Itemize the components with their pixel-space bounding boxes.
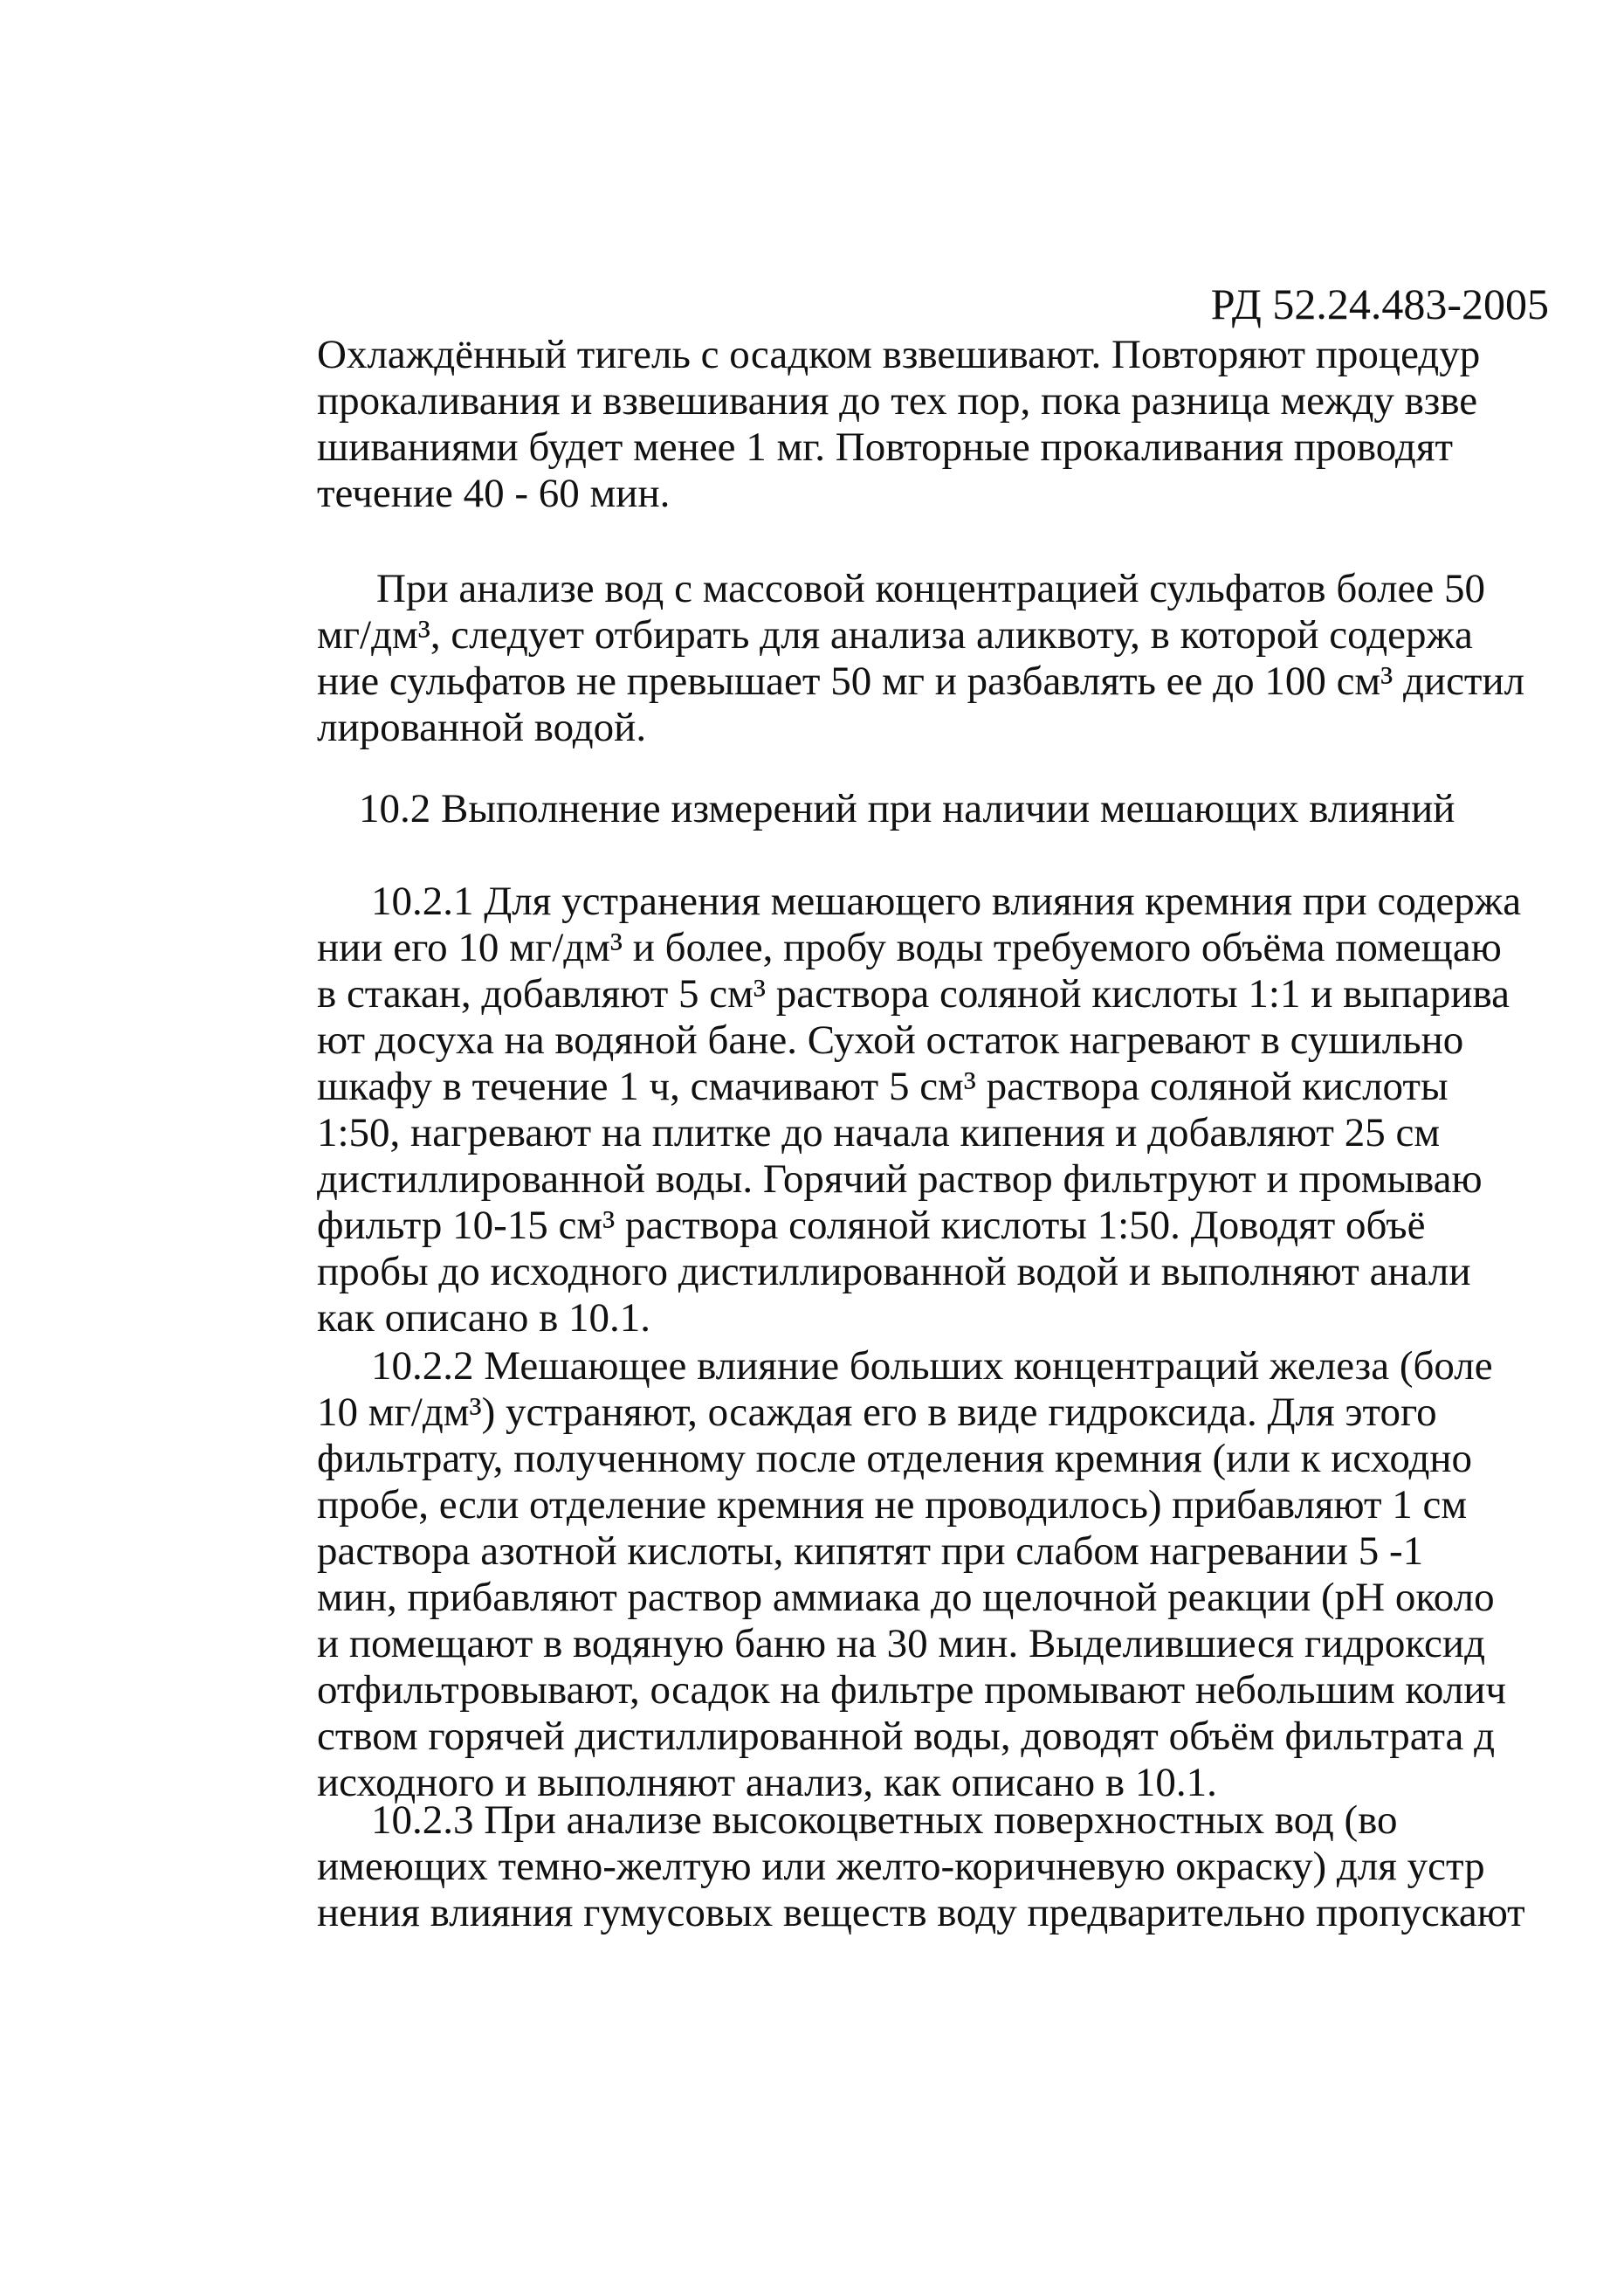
text-line: имеющих темно-желтую или желто-коричневую окраску) для устр [317,1844,1485,1889]
text-line: ют досуха на водяной бане. Сухой остаток нагревают в сушильно [317,1017,1464,1063]
text-line: мг/дм³, следует отбирать для анализа аликвоту, в которой содержа [317,612,1473,658]
text-line: шиваниями будет менее 1 мг. Повторные прокаливания проводят [317,424,1453,470]
text-line: отфильтровывают, осадок на фильтре промывают небольшим колич [317,1667,1506,1713]
paragraph-high-sulfate [317,566,1531,751]
text-line: пробы до исходного дистиллированной водой и выполняют анали [317,1249,1471,1294]
text-line: 10.2.1 Для устранения мешающего влияния кремния при содержа [371,879,1522,924]
text-line: дистиллированной воды. Горячий раствор фильтруют и промываю [317,1156,1483,1202]
text-line: и помещают в водяную баню на 30 мин. Выделившиеся гидроксид [317,1621,1485,1666]
document-code: РД 52.24.483-2005 [1210,279,1549,328]
text-line: 10.2.2 Мешающее влияние больших концентраций железа (боле [371,1343,1493,1389]
text-line: При анализе вод с массовой концентрацией сульфатов более 50 [376,566,1486,611]
text-line: пробе, если отделение кремния не проводилось) прибавляют 1 см [317,1482,1468,1528]
text-line: 1:50, нагревают на плитке до начала кипения и добавляют 25 см [317,1110,1441,1155]
text-line: 10 мг/дм³) устраняют, осаждая его в виде гидроксида. Для этого [317,1390,1437,1435]
paragraph-crucible-weighing [317,332,1531,517]
paragraph-10-2-1 [317,879,1531,1341]
text-line: фильтрату, полученному после отделения кремния (или к исходно [317,1436,1473,1481]
text-line: течение 40 - 60 мин. [317,471,671,516]
text-line: как описано в 10.1. [317,1295,651,1341]
text-line: нения влияния гумусовых веществ воду предварительно пропускают [317,1890,1525,1935]
text-line: Охлаждённый тигель с осадком взвешивают. Повторяют процедур [317,332,1481,377]
section-heading [317,786,1531,832]
text-line: ние сульфатов не превышает 50 мг и разбавлять ее до 100 см³ дистил [317,659,1525,704]
text-line: исходного и выполняют анализ, как описано в 10.1. [317,1760,1217,1805]
text-line: шкафу в течение 1 ч, смачивают 5 см³ раствора соляной кислоты [317,1064,1449,1109]
text-line: раствора азотной кислоты, кипятят при слабом нагревании 5 -1 [317,1528,1424,1574]
text-line: нии его 10 мг/дм³ и более, пробу воды требуемого объёма помещаю [317,925,1502,970]
text-line: ством горячей дистиллированной воды, доводят объём фильтрата д [317,1714,1496,1759]
text-line: прокаливания и взвешивания до тех пор, пока разница между взве [317,378,1478,424]
text-line: 10.2.3 При анализе высокоцветных поверхностных вод (во [371,1797,1398,1843]
paragraph-10-2-2 [317,1343,1531,1806]
text-line: в стакан, добавляют 5 см³ раствора соляной кислоты 1:1 и выпарива [317,971,1510,1017]
text-line: мин, прибавляют раствор аммиака до щелочной реакции (pH около [317,1575,1495,1620]
section-title-10-2: 10.2 Выполнение измерений при наличии мешающих влияний [359,786,1455,831]
text-line: фильтр 10-15 см³ раствора соляной кислоты 1:50. Доводят объё [317,1203,1426,1248]
text-line: лированной водой. [317,705,647,750]
paragraph-10-2-3 [317,1797,1531,1936]
